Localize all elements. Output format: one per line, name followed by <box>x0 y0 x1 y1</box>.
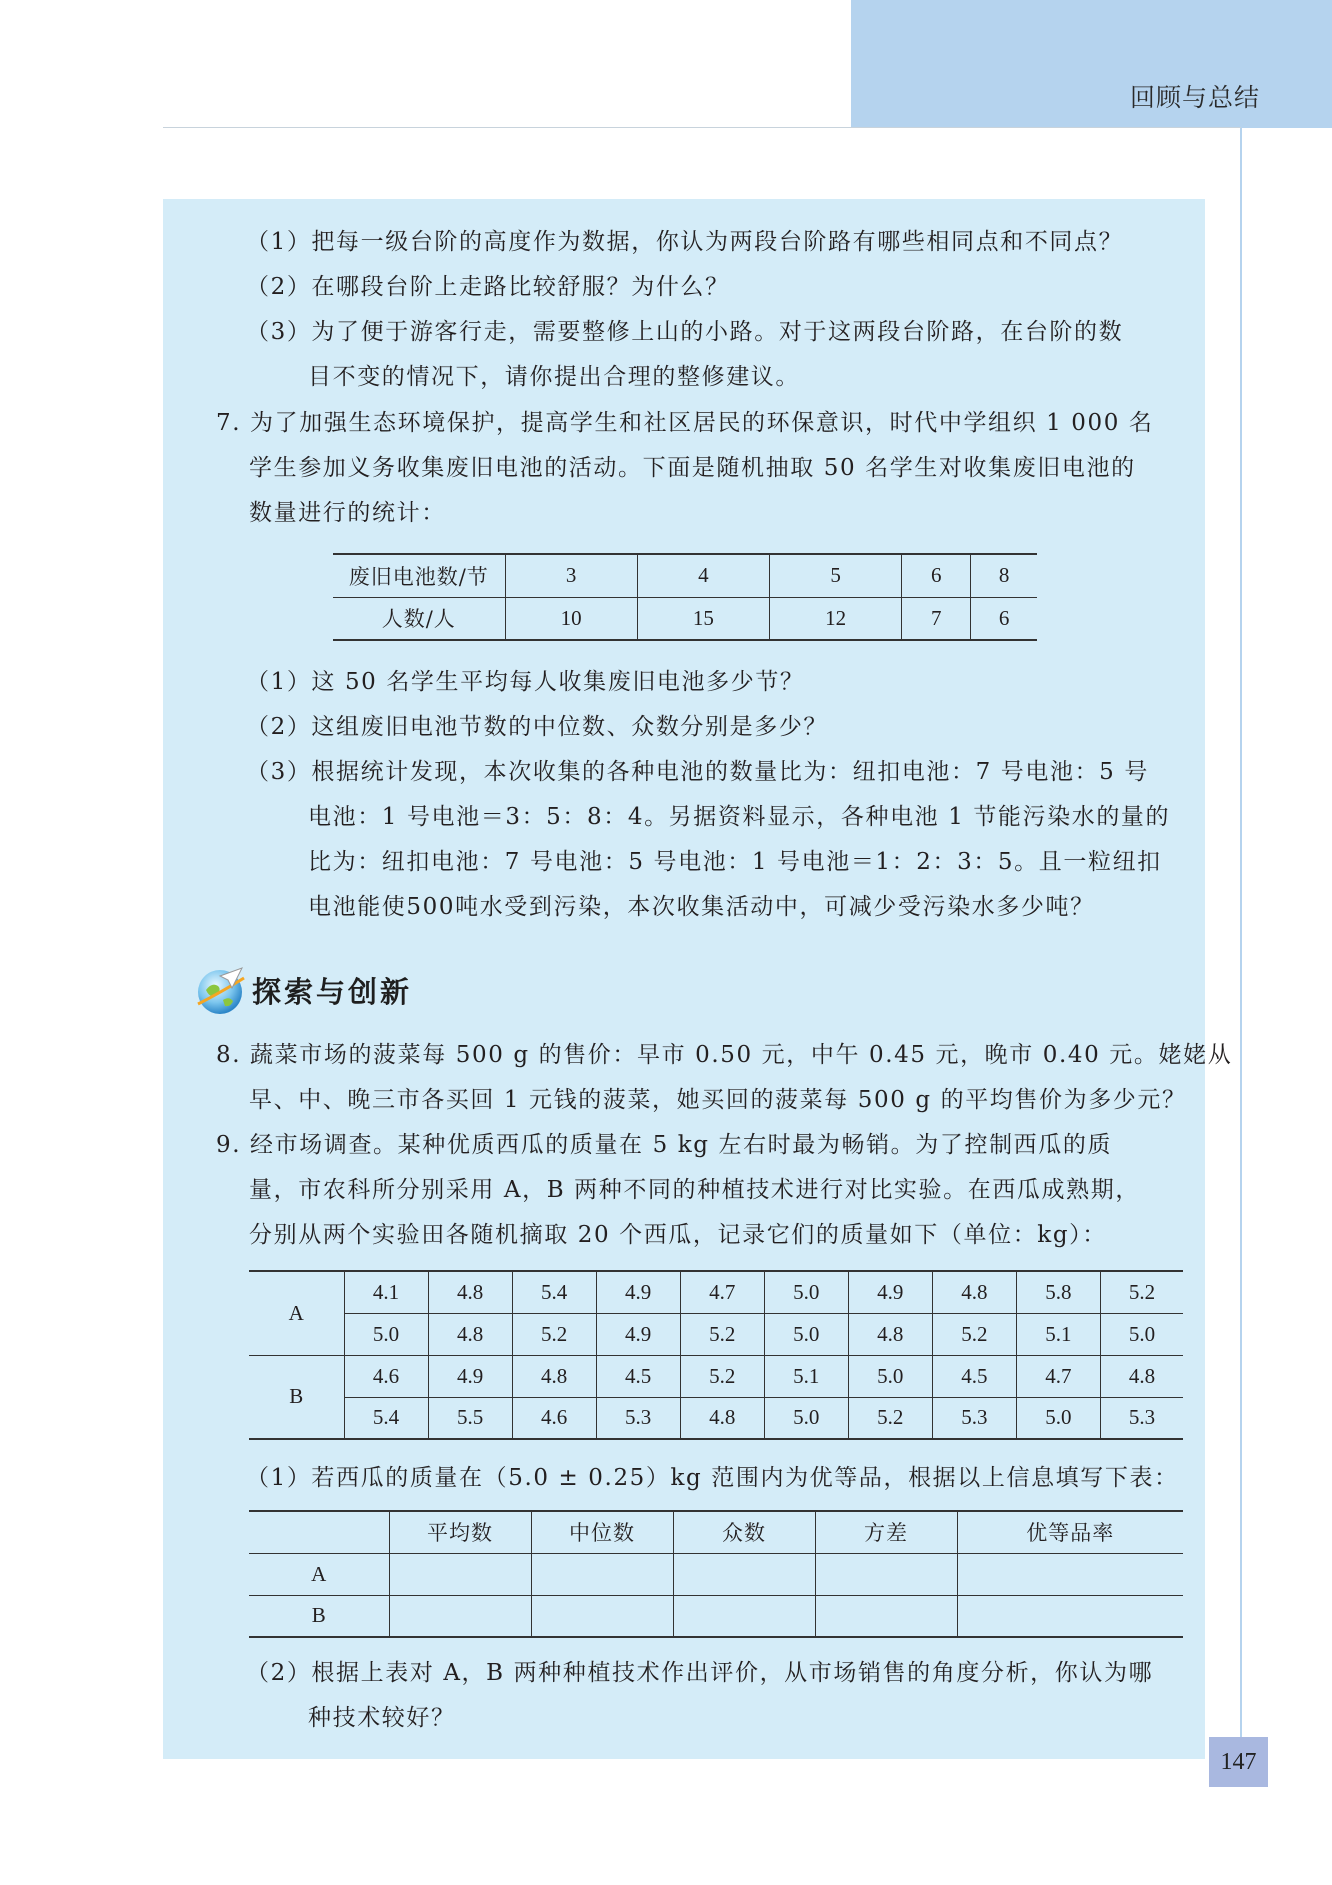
table-header-cell: 平均数 <box>389 1511 531 1553</box>
table-cell: 4.8 <box>680 1397 764 1439</box>
side-rule <box>1240 128 1242 1756</box>
table-cell: 5.2 <box>680 1313 764 1355</box>
q7-text-3: 数量进行的统计： <box>249 500 446 526</box>
table-cell: 5 <box>769 554 901 597</box>
table-cell: 4.7 <box>1016 1355 1100 1397</box>
table-cell: 4.7 <box>680 1271 764 1313</box>
blank-cell[interactable] <box>673 1553 815 1595</box>
table-cell: 4.8 <box>428 1313 512 1355</box>
table-cell: 5.0 <box>344 1313 428 1355</box>
q7-part-3-cont-3: 电池能使500吨水受到污染，本次收集活动中，可减少受污染水多少吨？ <box>308 894 1095 920</box>
table-cell: 5.4 <box>344 1397 428 1439</box>
globe-plane-icon <box>190 960 250 1020</box>
table-cell: 5.2 <box>680 1355 764 1397</box>
q7-text-1: 7. 为了加强生态环境保护，提高学生和社区居民的环保意识，时代中学组织 1 000 名 <box>216 410 1154 436</box>
table-corner-cell <box>249 1511 389 1553</box>
table-row <box>249 1511 1183 1553</box>
battery-table <box>333 553 1037 641</box>
stats-table <box>249 1510 1183 1638</box>
table-cell: 8 <box>971 554 1037 597</box>
melon-table <box>249 1270 1183 1440</box>
q6-part-3-cont: 目不变的情况下，请你提出合理的整修建议。 <box>308 364 800 390</box>
section-heading <box>190 960 412 1020</box>
table-cell: 15 <box>637 597 769 640</box>
table-cell: 5.3 <box>1128 1405 1156 1430</box>
table-row <box>249 1355 1183 1397</box>
blank-cell[interactable] <box>389 1595 531 1637</box>
q6-part-2: （2）在哪段台阶上走路比较舒服？为什么？ <box>246 274 730 300</box>
table-cell: 5.0 <box>848 1355 932 1397</box>
table-row <box>249 1271 1183 1313</box>
q9-part-2-cont: 种技术较好？ <box>308 1705 456 1731</box>
blank-cell[interactable] <box>673 1595 815 1637</box>
blank-cell[interactable] <box>957 1553 1183 1595</box>
table-cell: 12 <box>769 597 901 640</box>
table-cell: 4.8 <box>512 1355 596 1397</box>
q9-text-1: 9. 经市场调查。某种优质西瓜的质量在 5 kg 左右时最为畅销。为了控制西瓜的质 <box>216 1132 1113 1158</box>
blank-cell[interactable] <box>815 1595 957 1637</box>
table-cell: 5.0 <box>1016 1397 1100 1439</box>
table-cell: 4.5 <box>596 1355 680 1397</box>
table-cell: 5.2 <box>1100 1271 1183 1313</box>
table-cell: 4.6 <box>512 1397 596 1439</box>
q7-part-3: （3）根据统计发现，本次收集的各种电池的数量比为：纽扣电池：7 号电池：5 号 <box>246 759 1149 785</box>
q9-text-3: 分别从两个实验田各随机摘取 20 个西瓜，记录它们的质量如下（单位：kg）： <box>249 1222 1107 1248</box>
q8-text-2: 早、中、晚三市各买回 1 元钱的菠菜，她买回的菠菜每 500 g 的平均售价为多少元？ <box>249 1087 1187 1113</box>
q7-text-2: 学生参加义务收集废旧电池的活动。下面是随机抽取 50 名学生对收集废旧电池的 <box>249 455 1136 481</box>
table-header-cell: 优等品率 <box>957 1511 1183 1553</box>
table-cell: 5.2 <box>848 1397 932 1439</box>
q7-part-3-cont-2: 比为：纽扣电池：7 号电池：5 号电池：1 号电池＝1：2：3：5。且一粒纽扣 <box>308 849 1162 875</box>
blank-cell[interactable] <box>531 1553 673 1595</box>
table-cell: 5.0 <box>764 1397 848 1439</box>
q9-text-2: 量，市农科所分别采用 A，B 两种不同的种植技术进行对比实验。在西瓜成熟期， <box>249 1177 1140 1203</box>
table-cell: 10 <box>505 597 637 640</box>
q9-part-1: （1）若西瓜的质量在（5.0 ± 0.25）kg 范围内为优等品，根据以上信息填写下表： <box>246 1465 1179 1491</box>
table-cell: 5.0 <box>764 1313 848 1355</box>
table-header-cell: 人数/人 <box>333 597 505 640</box>
table-header-cell: 方差 <box>815 1511 957 1553</box>
table-cell: 4.6 <box>344 1355 428 1397</box>
group-label-a: A <box>249 1271 344 1355</box>
table-row <box>333 597 1037 640</box>
table-cell: 5.8 <box>1016 1271 1100 1313</box>
table-cell: 4.9 <box>428 1355 512 1397</box>
table-cell: 4.5 <box>932 1355 1016 1397</box>
header-title: 回顾与总结 <box>1129 83 1260 112</box>
table-cell: 4.1 <box>344 1271 428 1313</box>
table-cell: 5.3 <box>932 1397 1016 1439</box>
blank-cell[interactable] <box>531 1595 673 1637</box>
page-number: 147 <box>1209 1737 1268 1787</box>
section-title: 探索与创新 <box>252 974 413 1009</box>
table-cell: 5.1 <box>1016 1313 1100 1355</box>
table-cell: 5.0 <box>764 1271 848 1313</box>
table-cell: 5.2 <box>512 1313 596 1355</box>
table-cell: 7 <box>902 597 971 640</box>
table-row <box>249 1595 1183 1637</box>
table-cell: 6 <box>998 605 1010 630</box>
table-header-cell: 中位数 <box>531 1511 673 1553</box>
row-label: B <box>249 1595 389 1637</box>
header-rule <box>163 127 1241 128</box>
table-header-cell: 众数 <box>673 1511 815 1553</box>
q9-part-2: （2）根据上表对 A，B 两种种植技术作出评价，从市场销售的角度分析，你认为哪 <box>246 1660 1154 1686</box>
table-cell: 4.8 <box>932 1271 1016 1313</box>
q7-part-3-cont-1: 电池：1 号电池＝3：5：8：4。另据资料显示，各种电池 1 节能污染水的量的 <box>308 804 1171 830</box>
table-cell: 4 <box>637 554 769 597</box>
q6-part-1: （1）把每一级台阶的高度作为数据，你认为两段台阶路有哪些相同点和不同点？ <box>246 229 1124 255</box>
table-cell: 3 <box>505 554 637 597</box>
table-row <box>249 1313 1183 1355</box>
table-cell: 4.8 <box>1100 1355 1183 1397</box>
table-cell: 5.2 <box>932 1313 1016 1355</box>
table-cell: 5.0 <box>1100 1313 1183 1355</box>
table-cell: 5.1 <box>764 1355 848 1397</box>
table-cell: 5.5 <box>428 1397 512 1439</box>
table-row <box>249 1397 1183 1439</box>
q7-part-2: （2）这组废旧电池节数的中位数、众数分别是多少？ <box>246 714 829 740</box>
table-cell: 5.3 <box>596 1397 680 1439</box>
table-cell: 4.9 <box>596 1271 680 1313</box>
blank-cell[interactable] <box>389 1553 531 1595</box>
table-cell: 4.9 <box>596 1313 680 1355</box>
table-cell: 6 <box>902 554 971 597</box>
table-cell: 4.8 <box>428 1271 512 1313</box>
row-label: A <box>249 1553 389 1595</box>
table-cell: 5.4 <box>512 1271 596 1313</box>
table-cell: 4.8 <box>848 1313 932 1355</box>
q7-part-1: （1）这 50 名学生平均每人收集废旧电池多少节？ <box>246 669 805 695</box>
table-header-cell: 废旧电池数/节 <box>333 554 505 597</box>
q8-text-1: 8. 蔬菜市场的菠菜每 500 g 的售价：早市 0.50 元，中午 0.45 元，晚市 0.40 元。姥姥从 <box>216 1042 1233 1068</box>
table-row <box>249 1553 1183 1595</box>
group-label-b: B <box>249 1355 344 1439</box>
blank-cell[interactable] <box>957 1595 1183 1637</box>
q6-part-3: （3）为了便于游客行走，需要整修上山的小路。对于这两段台阶路，在台阶的数 <box>246 319 1124 345</box>
blank-cell[interactable] <box>815 1553 957 1595</box>
table-cell: 4.9 <box>848 1271 932 1313</box>
table-row <box>333 554 1037 597</box>
